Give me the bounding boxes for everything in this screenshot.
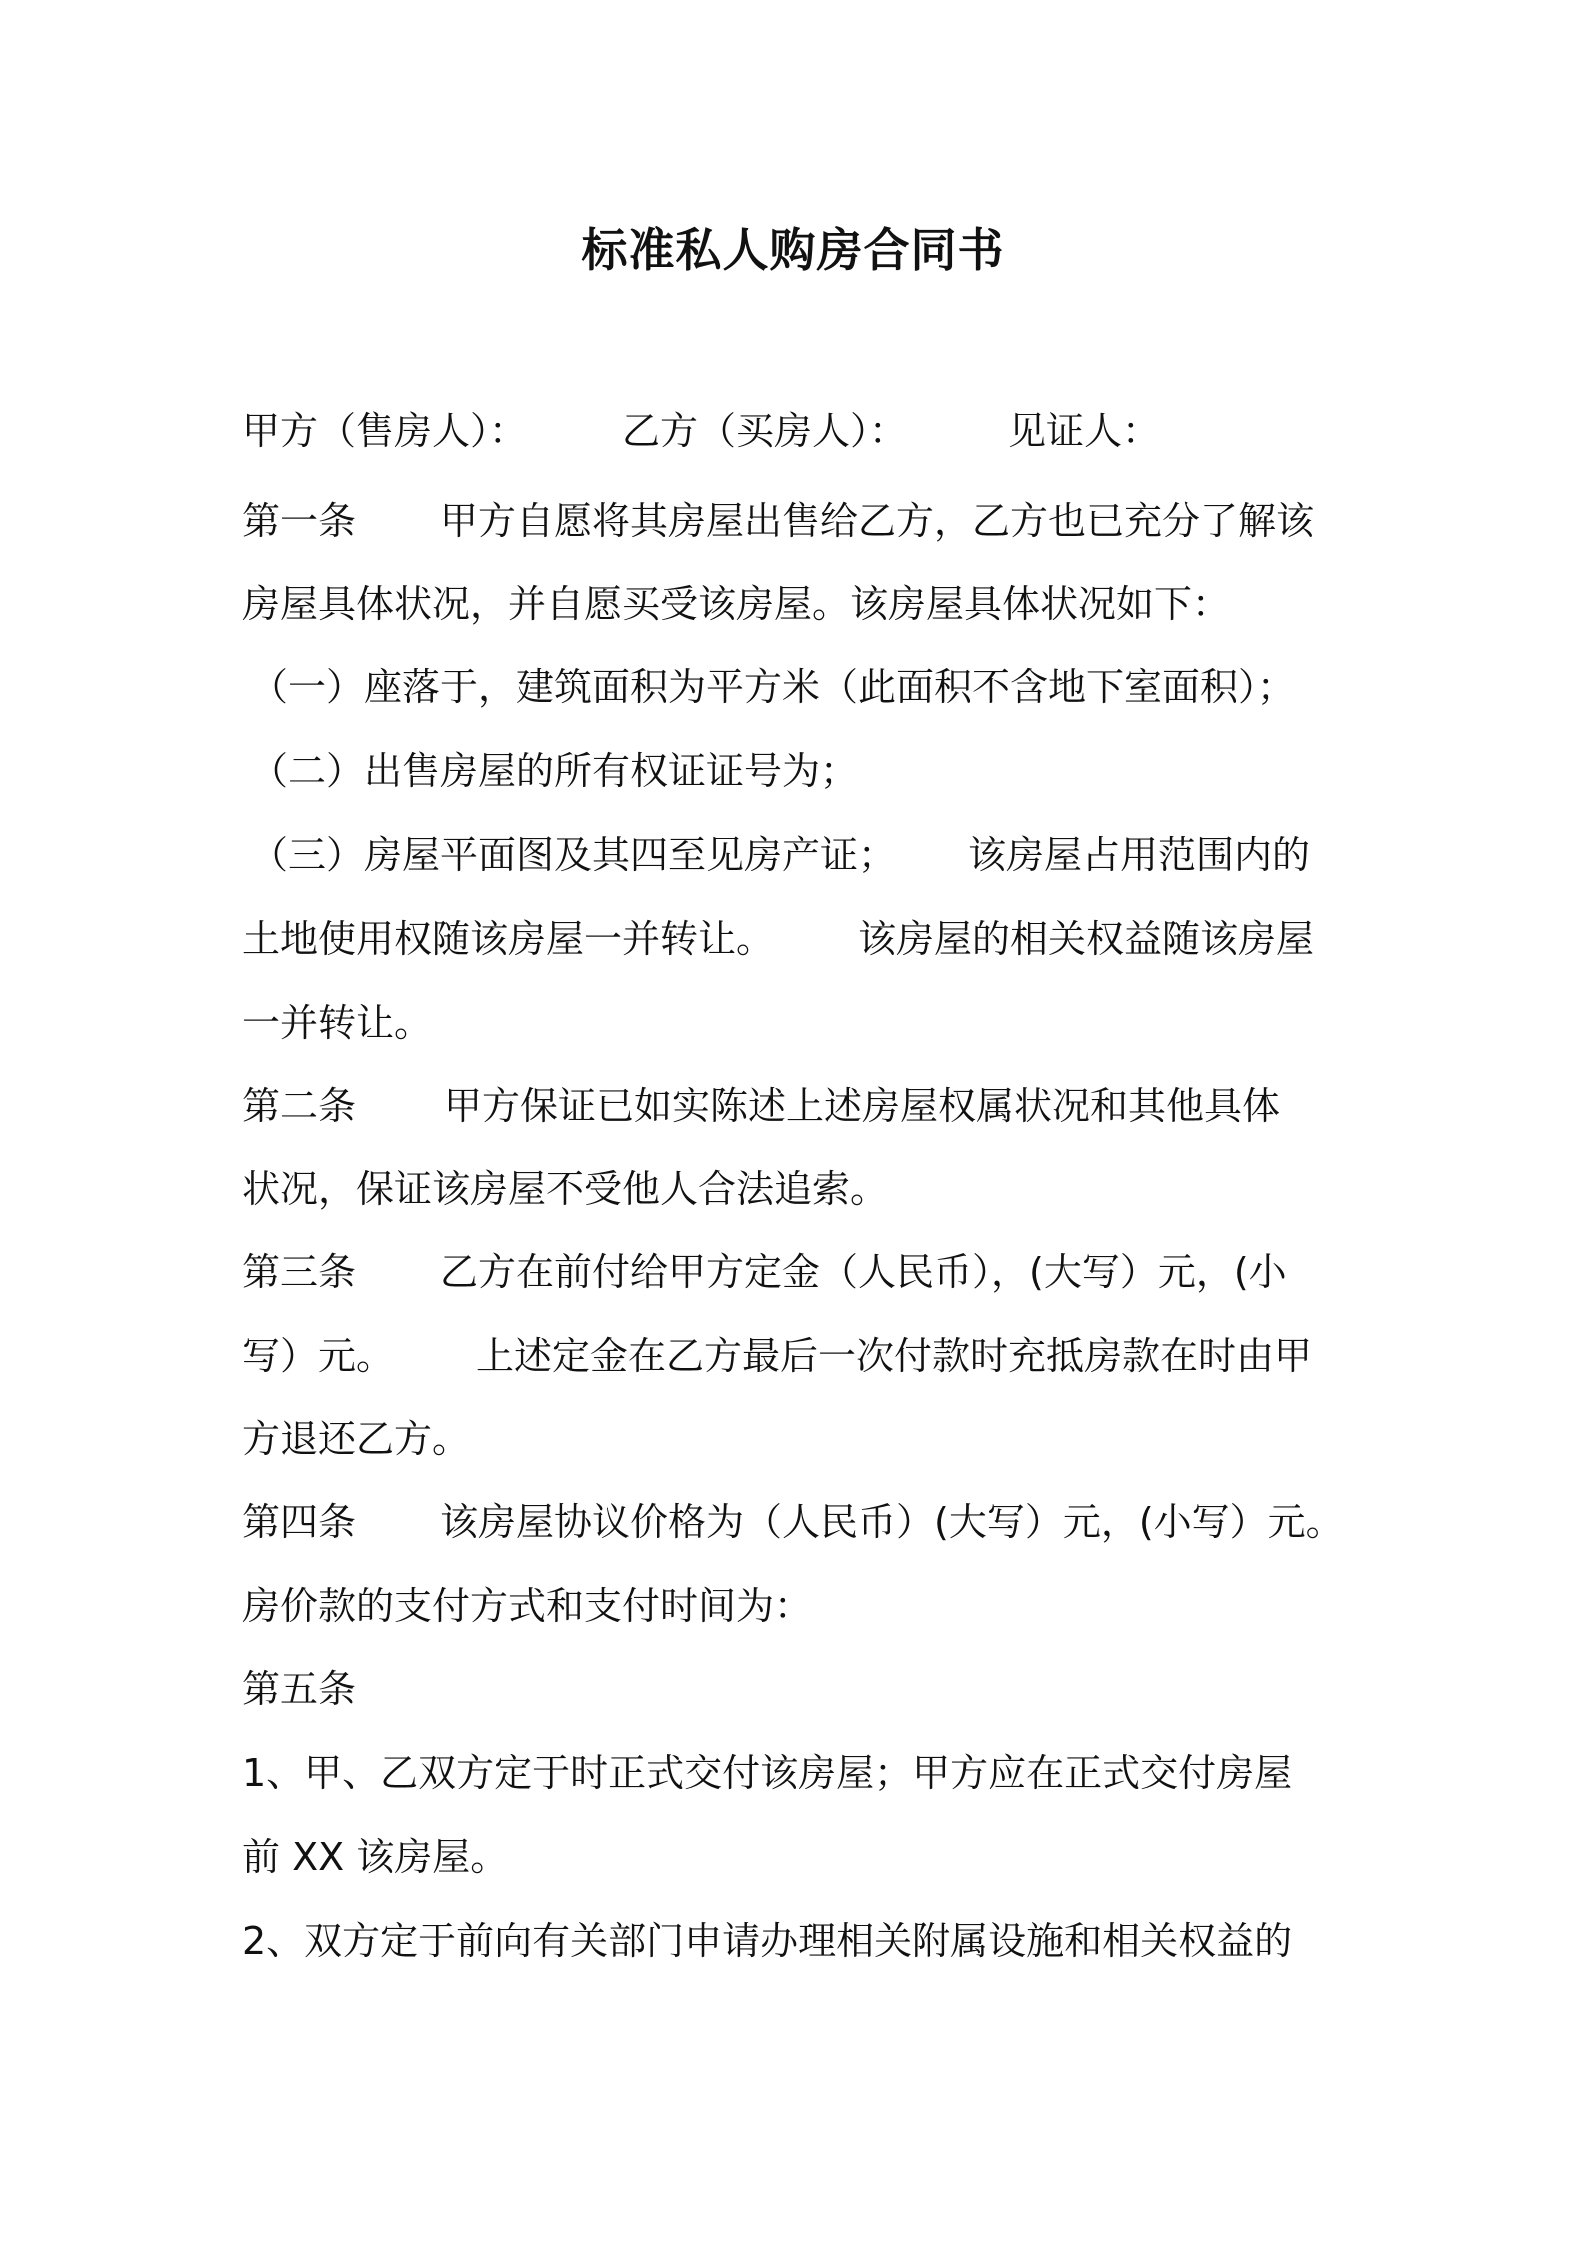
article-3-text-2b: 上述定金在乙方最后一次付款时充抵房款在时由甲 [476, 1334, 1313, 1378]
article-1-item-3-text-a: （三）房屋平面图及其四至见房产证； [250, 833, 897, 877]
article-1-line-3 [242, 917, 1315, 961]
article-5-clause-1-line-2: 前 XX 该房屋。 [242, 1835, 509, 1879]
article-1-item-3-text-b: 该房屋占用范围内的 [968, 833, 1311, 877]
article-3-line-1 [242, 1250, 1287, 1294]
article-3-text-2a: 写）元。 [242, 1334, 395, 1378]
article-4-text-1: 该房屋协议价格为（人民币）(大写）元，(小写）元。 [440, 1500, 1344, 1544]
article-1-text-1: 甲方自愿将其房屋出售给乙方，乙方也已充分了解该 [440, 499, 1315, 543]
article-1-text-3b: 该房屋的相关权益随该房屋 [858, 917, 1315, 961]
buyer-label: 乙方（买房人）： [622, 409, 908, 453]
article-1-item-1: （一）座落于，建筑面积为平方米（此面积不含地下室面积）； [250, 665, 1296, 709]
article-1-label: 第一条 [242, 499, 357, 543]
article-3-label: 第三条 [242, 1250, 357, 1294]
article-3-text-1: 乙方在前付给甲方定金（人民币），(大写）元，(小 [440, 1250, 1287, 1294]
article-1-line-4: 一并转让。 [242, 1001, 433, 1045]
parties-line [242, 409, 1161, 453]
article-4-line-2: 房价款的支付方式和支付时间为： [242, 1584, 813, 1628]
article-4-label: 第四条 [242, 1500, 357, 1544]
article-2-line-1 [242, 1084, 1281, 1128]
witness-label: 见证人： [1008, 409, 1161, 453]
article-1-text-3a: 土地使用权随该房屋一并转让。 [242, 917, 775, 961]
article-2-line-2: 状况，保证该房屋不受他人合法追索。 [242, 1167, 889, 1211]
article-3-line-2 [242, 1334, 1313, 1378]
seller-label: 甲方（售房人）： [242, 409, 528, 453]
article-1-line-1 [242, 499, 1315, 543]
article-4-line-1 [242, 1500, 1344, 1544]
article-2-label: 第二条 [242, 1084, 357, 1128]
article-5-clause-1-line-1: 1、甲、乙双方定于时正式交付该房屋；甲方应在正式交付房屋 [242, 1751, 1293, 1795]
article-5-label: 第五条 [242, 1667, 357, 1711]
article-5-clause-2-line-1: 2、双方定于前向有关部门申请办理相关附属设施和相关权益的 [242, 1919, 1293, 1963]
document-title: 标准私人购房合同书 [581, 223, 1005, 277]
article-1-item-3 [250, 833, 1311, 877]
article-3-line-3: 方退还乙方。 [242, 1417, 471, 1461]
article-1-item-2: （二）出售房屋的所有权证证号为； [250, 749, 859, 793]
article-1-line-2: 房屋具体状况，并自愿买受该房屋。该房屋具体状况如下： [242, 582, 1231, 626]
article-2-text-1: 甲方保证已如实陈述上述房屋权属状况和其他具体 [444, 1084, 1281, 1128]
